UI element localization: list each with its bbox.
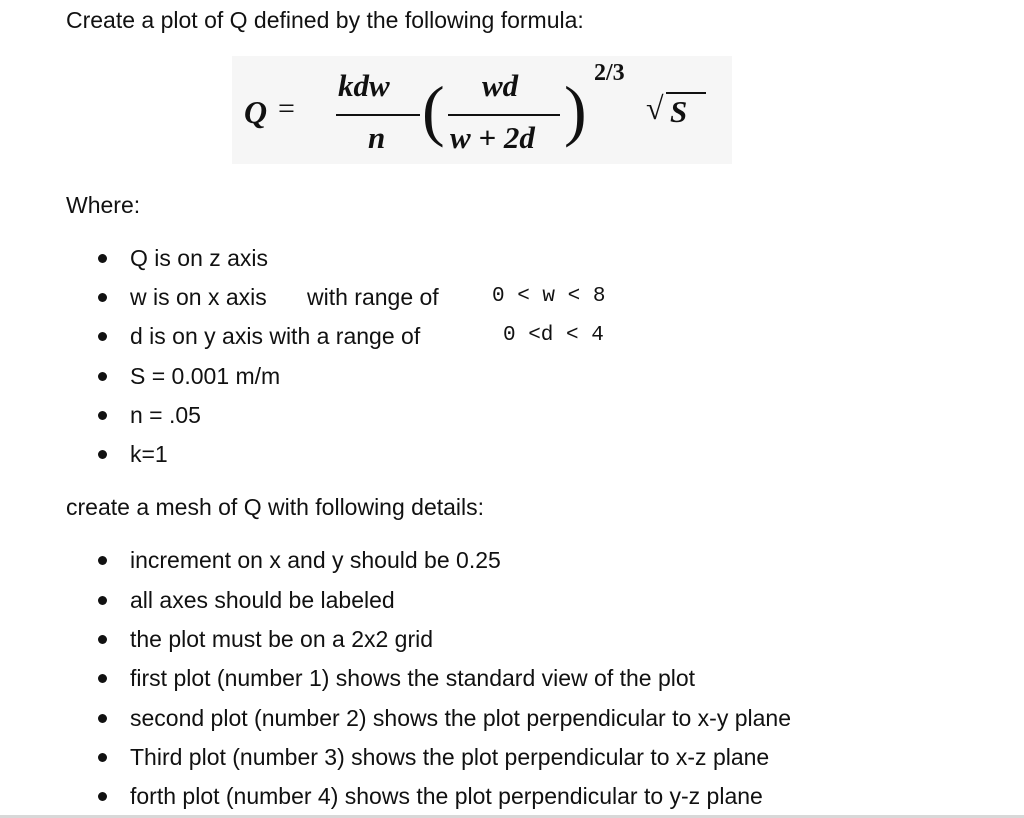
bullet — [98, 674, 107, 683]
list-item: all axes should be labeled — [130, 587, 395, 613]
heading: Create a plot of Q defined by the following formula: — [66, 7, 584, 33]
bullet — [98, 332, 107, 341]
where-label: Where: — [66, 192, 141, 218]
list-item: first plot (number 1) shows the standard view of the plot — [130, 665, 696, 691]
bullet — [98, 556, 107, 565]
list-item: k=1 — [130, 441, 168, 467]
formula-den1: n — [368, 120, 386, 155]
bullet — [98, 411, 107, 420]
bullet — [98, 293, 107, 302]
formula — [232, 56, 732, 164]
list-item: Third plot (number 3) shows the plot perpendicular to x-z plane — [130, 744, 770, 770]
bullet — [98, 254, 107, 263]
formula-equals: = — [278, 92, 295, 125]
list-item: second plot (number 2) shows the plot perpendicular to x-y plane — [130, 705, 791, 731]
list-item: increment on x and y should be 0.25 — [130, 547, 501, 573]
bullet — [98, 372, 107, 381]
formula-frac-line-2 — [448, 114, 560, 116]
bullet — [98, 596, 107, 605]
bullet — [98, 450, 107, 459]
formula-frac-line-1 — [336, 114, 420, 116]
list-item: w is on x axis — [130, 284, 267, 310]
list-item: the plot must be on a 2x2 grid — [130, 626, 434, 652]
bullet — [98, 753, 107, 762]
bullet — [98, 635, 107, 644]
formula-exponent: 2/3 — [594, 60, 625, 86]
d-range: 0 <d < 4 — [503, 324, 604, 347]
mesh-label: create a mesh of Q with following details: — [66, 494, 485, 520]
list-item: d is on y axis with a range of — [130, 323, 421, 349]
formula-rparen: ) — [564, 72, 587, 148]
formula-num2: wd — [482, 68, 519, 103]
formula-lhs: Q — [244, 94, 268, 130]
list-item: n = .05 — [130, 402, 201, 428]
formula-sqrt-sign: √ — [646, 90, 664, 126]
list-item: forth plot (number 4) shows the plot perpendicular to y-z plane — [130, 783, 763, 809]
list-item: Q is on z axis — [130, 245, 269, 271]
bullet — [98, 792, 107, 801]
formula-lparen: ( — [422, 72, 445, 148]
list-item: S = 0.001 m/m — [130, 363, 281, 389]
formula-den2: w + 2d — [450, 120, 535, 155]
formula-sqrt-arg: S — [670, 94, 688, 129]
w-range-label: with range of — [307, 284, 439, 310]
formula-num1: kdw — [338, 68, 390, 103]
bullet — [98, 714, 107, 723]
w-range: 0 < w < 8 — [492, 285, 606, 308]
